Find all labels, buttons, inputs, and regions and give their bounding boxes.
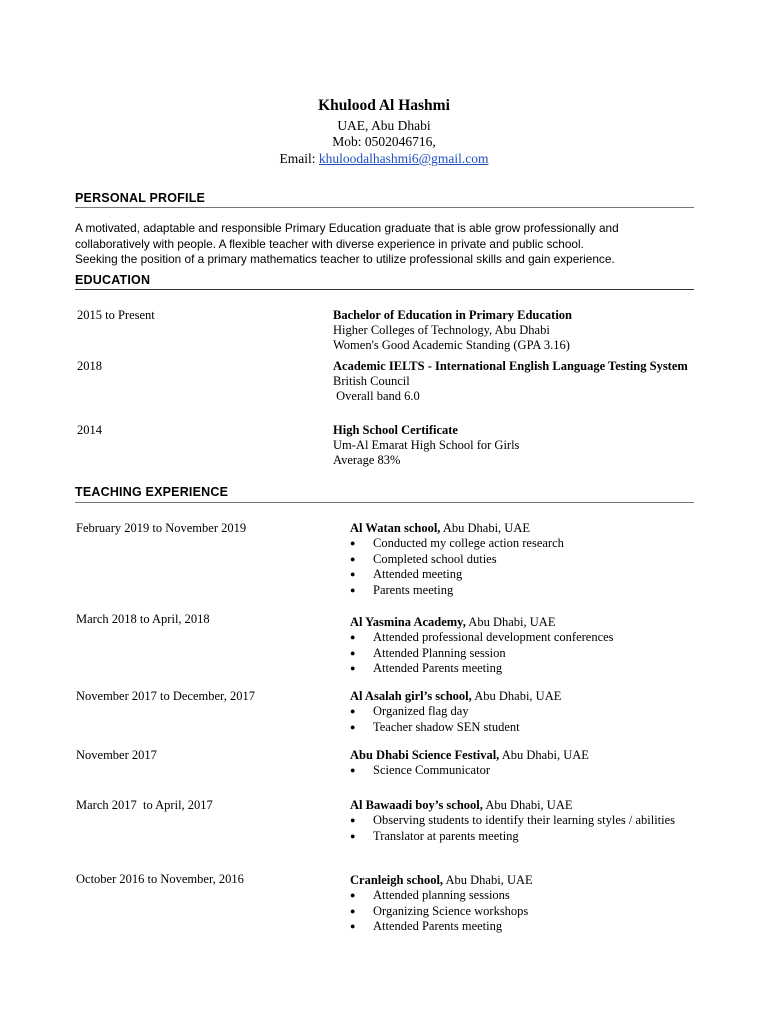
duty-text: Parents meeting [373, 582, 454, 597]
email-link[interactable]: khuloodalhashmi6@gmail.com [318, 151, 489, 166]
duty-text: Attended Parents meeting [373, 919, 503, 933]
duty-list [350, 536, 700, 598]
duty-item [350, 919, 700, 935]
education-note: Overall band 6.0 [333, 389, 420, 403]
bullet-icon: ● [350, 553, 356, 564]
experience-title [350, 520, 700, 536]
school-location: Abu Dhabi, UAE [499, 748, 589, 762]
candidate-name: Khulood Al Hashmi [318, 97, 450, 114]
school-location: Abu Dhabi, UAE [482, 798, 573, 812]
school-name: Al Yasmina Academy, [350, 615, 466, 629]
experience-details [350, 614, 700, 677]
duty-item [350, 763, 700, 779]
experience-date: October 2016 to November, 2016 [76, 872, 244, 886]
experience-details [350, 688, 700, 735]
duty-item [350, 630, 700, 646]
education-details [333, 359, 701, 404]
school-location: Abu Dhabi, UAE [440, 521, 530, 535]
duty-text: Teacher shadow SEN student [373, 719, 520, 734]
education-date: 2014 [77, 423, 102, 437]
duty-item [350, 888, 700, 904]
teaching-experience-divider [75, 502, 694, 503]
school-name: Al Watan school, [350, 521, 441, 535]
bullet-icon: ● [350, 905, 356, 916]
duty-item [350, 536, 700, 552]
duty-item [350, 583, 700, 599]
school-location: Abu Dhabi, UAE [443, 873, 533, 887]
bullet-icon: ● [350, 706, 356, 716]
duty-text: Organizing Science workshops [373, 903, 529, 918]
experience-title [350, 688, 700, 704]
duty-item [350, 704, 700, 720]
duty-text: Attended Planning session [373, 645, 506, 660]
duty-item [350, 646, 700, 662]
school-name: Al Bawaadi boy’s school, [350, 798, 483, 812]
duty-item [350, 720, 700, 736]
education-details [333, 423, 703, 468]
duty-item [350, 829, 680, 845]
experience-title [350, 797, 680, 813]
experience-details [350, 872, 700, 935]
education-date: 2015 to Present [77, 308, 155, 322]
school-name: Al Asalah girl’s school, [350, 689, 472, 703]
school-name: Cranleigh school, [350, 873, 444, 887]
education-details [333, 308, 703, 353]
profile-line: collaboratively with people. A flexible teacher with diverse experience in private and public school. [75, 236, 584, 251]
education-title: Bachelor of Education in Primary Education [333, 308, 573, 322]
bullet-icon: ● [350, 765, 356, 775]
experience-details [350, 520, 700, 598]
duty-list [350, 888, 700, 935]
bullet-icon: ● [350, 538, 356, 548]
bullet-icon: ● [350, 647, 356, 658]
experience-date: March 2017 to April, 2017 [76, 798, 213, 812]
education-heading: EDUCATION [75, 273, 151, 287]
bullet-icon: ● [350, 569, 356, 579]
experience-date: March 2018 to April, 2018 [76, 612, 210, 626]
school-name: Abu Dhabi Science Festival, [350, 748, 500, 762]
bullet-icon: ● [350, 663, 356, 673]
duty-item [350, 661, 700, 677]
duty-item [350, 813, 680, 829]
duty-text: Attended planning sessions [373, 888, 510, 902]
duty-list [350, 813, 680, 844]
school-location: Abu Dhabi, UAE [465, 615, 556, 629]
duty-text: Science Communicator [373, 763, 490, 777]
duty-list [350, 763, 700, 779]
location: UAE, Abu Dhabi [337, 118, 431, 133]
education-note: Women's Good Academic Standing (GPA 3.16) [333, 338, 570, 352]
experience-title [350, 747, 700, 763]
education-divider [75, 289, 694, 290]
education-note: Average 83% [333, 453, 401, 467]
education-date: 2018 [77, 359, 102, 373]
profile-line: A motivated, adaptable and responsible Primary Education graduate that is able grow professionally and [75, 221, 619, 235]
bullet-icon: ● [350, 632, 356, 642]
experience-details [350, 747, 700, 779]
bullet-icon: ● [350, 721, 356, 732]
email-label: Email: [279, 151, 319, 166]
education-title: Academic IELTS - International English Language Testing System [333, 359, 688, 373]
duty-text: Translator at parents meeting [373, 828, 519, 843]
experience-title [350, 872, 700, 888]
experience-title [350, 614, 700, 630]
experience-date: November 2017 to December, 2017 [76, 689, 255, 703]
bullet-icon: ● [350, 584, 356, 595]
duty-text: Conducted my college action research [373, 536, 564, 550]
email-line [0, 151, 768, 167]
bullet-icon: ● [350, 815, 356, 825]
duty-text: Completed school duties [373, 551, 497, 566]
bullet-icon: ● [350, 830, 356, 841]
duty-list [350, 630, 700, 677]
experience-date: November 2017 [76, 748, 157, 762]
education-institution: Higher Colleges of Technology, Abu Dhabi [333, 323, 550, 337]
education-institution: Um-Al Emarat High School for Girls [333, 438, 520, 452]
teaching-experience-heading: TEACHING EXPERIENCE [75, 485, 229, 499]
personal-profile-text [75, 221, 700, 268]
duty-text: Attended meeting [373, 567, 463, 581]
bullet-icon: ● [350, 921, 356, 931]
duty-item [350, 567, 700, 583]
experience-details [350, 797, 680, 844]
profile-line: Seeking the position of a primary mathematics teacher to utilize professional skills and gain experience. [75, 252, 615, 266]
duty-text: Observing students to identify their learning styles / abilities [373, 813, 676, 827]
experience-date: February 2019 to November 2019 [76, 521, 247, 535]
personal-profile-heading: PERSONAL PROFILE [75, 191, 206, 205]
education-institution: British Council [333, 374, 410, 388]
duty-item [350, 552, 700, 568]
duty-text: Attended Parents meeting [373, 661, 503, 675]
mobile-number: Mob: 0502046716, [332, 134, 436, 149]
duty-list [350, 704, 700, 735]
duty-item [350, 904, 700, 920]
duty-text: Attended professional development conferences [373, 630, 614, 644]
personal-profile-divider [75, 207, 694, 208]
bullet-icon: ● [350, 890, 356, 900]
education-title: High School Certificate [333, 423, 458, 437]
duty-text: Organized flag day [373, 704, 469, 718]
school-location: Abu Dhabi, UAE [471, 689, 562, 703]
